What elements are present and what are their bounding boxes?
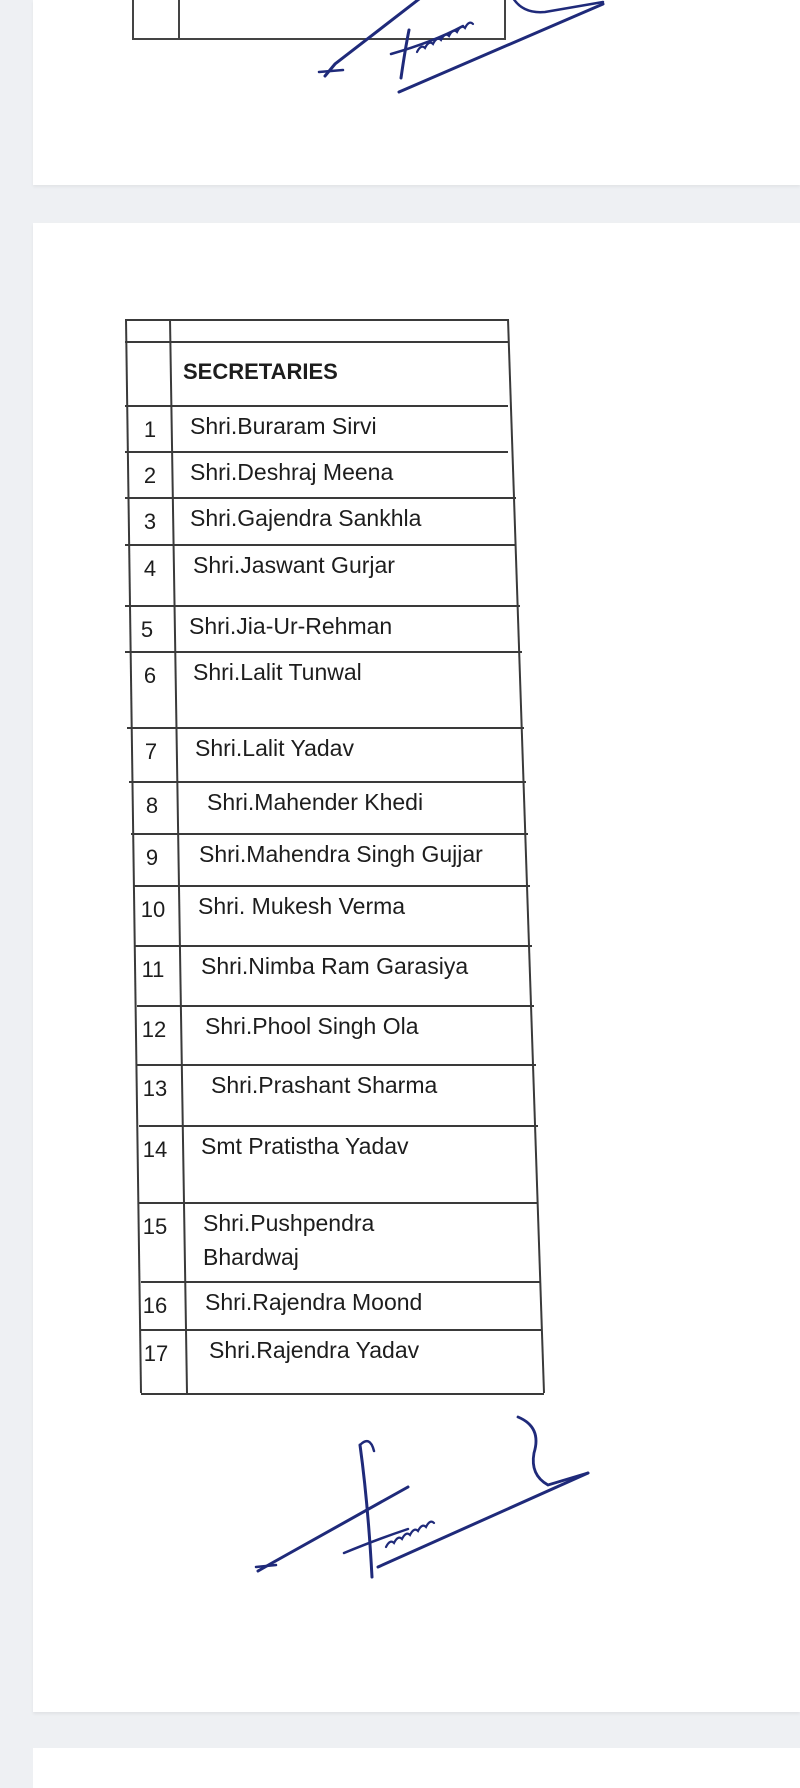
signature-bottom	[248, 1413, 608, 1593]
row-number: 8	[145, 793, 159, 818]
row-name: Shri.Rajendra Moond	[205, 1289, 423, 1315]
table-column-divider	[178, 0, 180, 38]
document-page	[33, 223, 800, 1712]
row-name-line2: Bhardwaj	[203, 1244, 299, 1270]
row-number: 6	[143, 663, 157, 688]
row-number: 17	[143, 1341, 169, 1366]
row-name: Shri.Prashant Sharma	[211, 1072, 438, 1098]
row-number: 7	[144, 739, 158, 764]
row-number: 9	[145, 845, 159, 870]
row-name: Shri.Phool Singh Ola	[205, 1013, 419, 1039]
row-number: 16	[142, 1293, 168, 1318]
row-name: Shri.Pushpendra	[203, 1210, 375, 1236]
secretaries-table	[125, 319, 536, 1519]
row-name: Shri.Mahendra Singh Gujjar	[199, 841, 483, 867]
next-page	[33, 1748, 800, 1788]
row-number: 11	[141, 957, 165, 982]
row-number: 2	[143, 463, 157, 488]
signature-top	[313, 0, 633, 100]
table-heading: SECRETARIES	[183, 359, 338, 384]
row-name: Shri.Mahender Khedi	[207, 789, 424, 815]
row-name: Shri.Deshraj Meena	[190, 459, 394, 485]
row-name: Shri. Mukesh Verma	[198, 893, 406, 919]
row-name: Shri.Jaswant Gurjar	[193, 552, 395, 578]
row-number: 13	[142, 1076, 168, 1101]
row-name: Shri.Nimba Ram Garasiya	[201, 953, 469, 979]
row-name: Shri.Buraram Sirvi	[190, 413, 377, 439]
row-name: Shri.Lalit Tunwal	[193, 659, 362, 685]
row-name: Shri.Gajendra Sankhla	[190, 505, 422, 531]
row-name: Shri.Rajendra Yadav	[209, 1337, 420, 1363]
row-number: 5	[140, 617, 154, 642]
row-number: 3	[143, 509, 157, 534]
row-name: Shri.Lalit Yadav	[195, 735, 354, 761]
row-number: 10	[140, 897, 166, 922]
row-name: Shri.Jia-Ur-Rehman	[189, 613, 393, 639]
row-number: 12	[141, 1017, 167, 1042]
row-number: 14	[142, 1137, 168, 1162]
row-number: 15	[142, 1214, 168, 1239]
row-number: 1	[143, 417, 157, 442]
previous-page	[33, 0, 800, 185]
row-number: 4	[143, 556, 157, 581]
table-border	[508, 319, 544, 1393]
row-name: Smt Pratistha Yadav	[201, 1133, 409, 1159]
